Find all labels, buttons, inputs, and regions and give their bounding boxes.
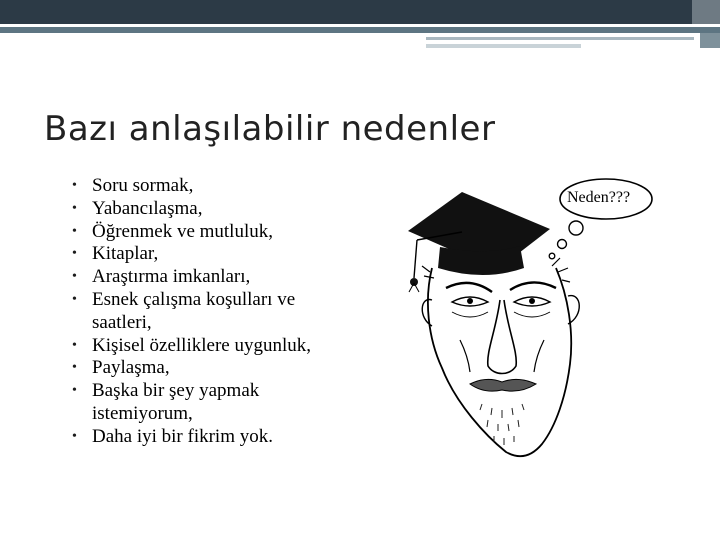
bullet-icon: • xyxy=(72,360,77,376)
bullet-item: • Kişisel özelliklere uygunluk, xyxy=(72,334,311,356)
bullet-icon: • xyxy=(72,428,77,444)
professor-illustration xyxy=(405,160,720,500)
bullet-icon: • xyxy=(72,291,77,307)
bullet-item: • Araştırma imkanları, xyxy=(72,266,251,288)
bullet-item: • Soru sormak, xyxy=(72,175,194,196)
thought-bubble-text: Neden??? xyxy=(567,189,631,206)
bullet-item: • Paylaşma, xyxy=(72,357,170,379)
header-accent xyxy=(692,0,720,24)
bullet-icon: • xyxy=(72,246,77,262)
beard xyxy=(480,404,524,445)
header-stripe-light xyxy=(426,37,694,40)
bullet-item: • Yabancılaşma, xyxy=(72,197,203,219)
slide-title: Bazı anlaşılabilir nedenler xyxy=(44,109,496,149)
header-bar xyxy=(0,0,720,24)
bullet-item: • Daha iyi bir fikrim yok. xyxy=(72,425,273,447)
nose xyxy=(488,300,517,374)
bullet-icon: • xyxy=(72,383,77,399)
header-stripe-pale xyxy=(426,44,581,48)
bullet-item: • Kitaplar, xyxy=(72,243,159,265)
header-stripe xyxy=(0,27,720,33)
bullet-list xyxy=(72,175,352,449)
bullet-icon: • xyxy=(72,337,77,353)
bullet-item: • Başka bir şey yapmak istemiyorum, xyxy=(72,380,260,424)
head-outline xyxy=(428,268,571,456)
bullet-item: • Esnek çalışma koşulları ve saatleri, xyxy=(72,288,296,333)
thought-dot xyxy=(569,221,583,235)
bullet-item: • Öğrenmek ve mutluluk, xyxy=(72,220,273,242)
bullet-icon: • xyxy=(72,178,77,193)
thought-dot xyxy=(558,240,567,249)
bullet-icon: • xyxy=(72,223,77,239)
bullet-icon: • xyxy=(72,200,77,216)
mustache xyxy=(470,379,536,391)
thought-dot xyxy=(549,253,555,259)
bullet-icon: • xyxy=(72,269,77,285)
header-edge-block xyxy=(700,33,720,48)
